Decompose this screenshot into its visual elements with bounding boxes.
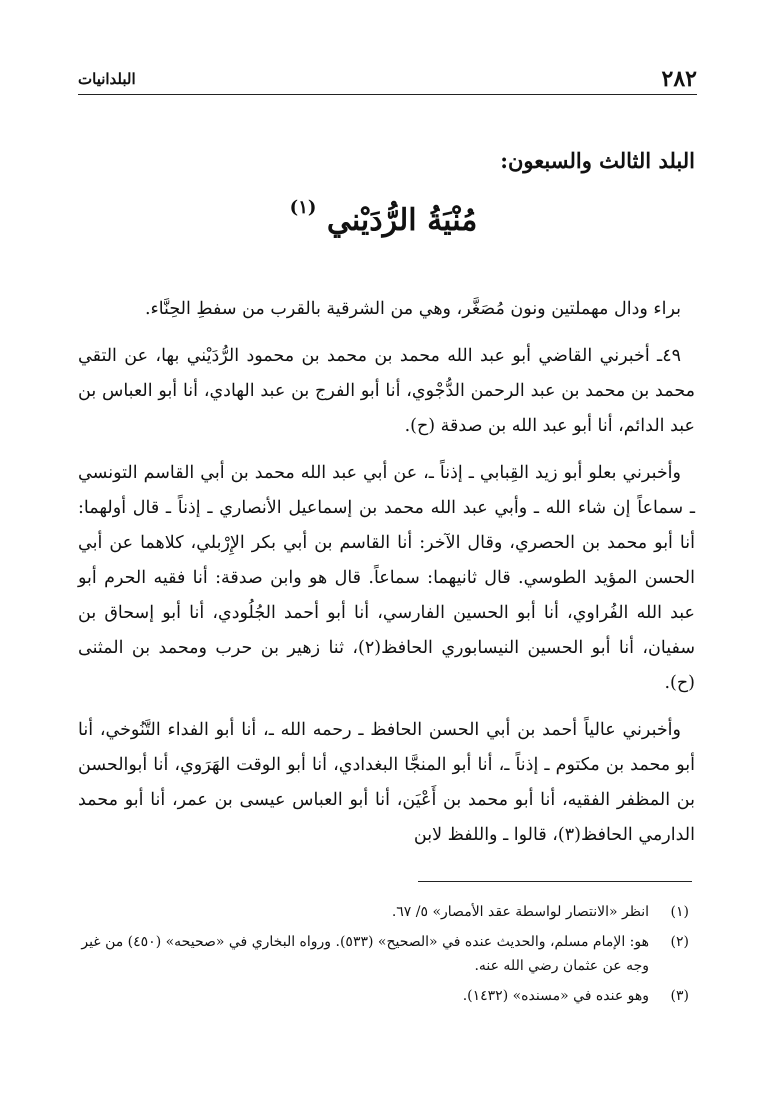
footnote-number: (٣) <box>670 988 689 1004</box>
footnote <box>78 900 689 924</box>
running-title: البلدانيات <box>78 70 136 88</box>
footnotes <box>78 900 689 1014</box>
body-text <box>78 292 695 865</box>
footnote <box>78 984 689 1008</box>
chapter-title <box>0 197 767 238</box>
footnote <box>78 930 689 978</box>
section-label: البلد الثالث والسبعون: <box>500 148 695 173</box>
footnote-number: (٢) <box>670 934 689 950</box>
title-footnote-ref: (١) <box>289 197 317 218</box>
footnote-divider <box>418 881 692 882</box>
footnote-text: انظر «الانتصار لواسطة عقد الأمصار» ٥/ ٦٧. <box>391 904 649 920</box>
paragraph: ٤٩ـ أخبرني القاضي أبو عبد الله محمد بن محمد بن محمود الرُّدَيْني بها، عن التقي محمد بن محمد بن عبد الرحمن الدُّجْوي، أنا أبو الفرج بن عبد الهادي، أنا أبو العباس بن عبد الدائم، أنا أبو عبد الله بن صدقة (ح). <box>78 346 695 436</box>
page-number: ٢٨٢ <box>661 66 697 92</box>
footnote-text: وهو عنده في «مسنده» (١٤٣٢). <box>462 988 649 1004</box>
paragraph: وأخبرني بعلو أبو زيد القِبابي ـ إذناً ـ، عن أبي عبد الله محمد بن أبي القاسم التونسي ـ سماعاً إن شاء الله ـ وأبي عبد الله محمد بن إسماعيل الأنصاري ـ إذناً ـ قال أولهما: أنا أبو محمد بن الحصري، وقال الآخر: أنا القاسم بن أبي بكر الإِرْبلي، كلاهما عن أبي الحسن المؤيد الطوسي. قال ثانيهما: سماعاً. قال هو وابن صدقة: أنا فقيه الحرم أبو عبد الله الفُراوي، أنا أبو الحسين الفارسي، أنا أبو أحمد الجُلُودي، أنا أبو إسحاق بن سفيان، أنا أبو الحسين النيسابوري الحافظ(٢)، ثنا زهير بن حرب ومحمد بن المثنى (ح). <box>78 463 696 693</box>
running-header <box>78 64 697 95</box>
chapter-title-text: مُنْيَةُ الرُّدَيْني <box>326 203 478 238</box>
footnote-number: (١) <box>670 904 689 920</box>
paragraph: وأخبرني عالياً أحمد بن أبي الحسن الحافظ ـ رحمه الله ـ، أنا أبو الفداء التَّنُوخي، أنا أبو محمد بن مكتوم ـ إذناً ـ، أنا أبو المنجَّا البغدادي، أنا أبو الوقت الهَرَوي، أنا أبوالحسن بن المظفر الفقيه، أنا أبو محمد بن أَعْيَن، أنا أبو العباس عيسى بن عمر، أنا أبو محمد الدارمي الحافظ(٣)، قالوا ـ واللفظ لابن <box>78 720 695 845</box>
footnote-text: هو: الإمام مسلم، والحديث عنده في «الصحيح» (٥٣٣). ورواه البخاري في «صحيحه» (٤٥٠) من غير وجه عن عثمان رضي الله عنه. <box>81 934 649 974</box>
paragraph: براء ودال مهملتين ونون مُصَغَّر، وهي من الشرقية بالقرب من سفطِ الحِنَّاء. <box>144 299 681 319</box>
